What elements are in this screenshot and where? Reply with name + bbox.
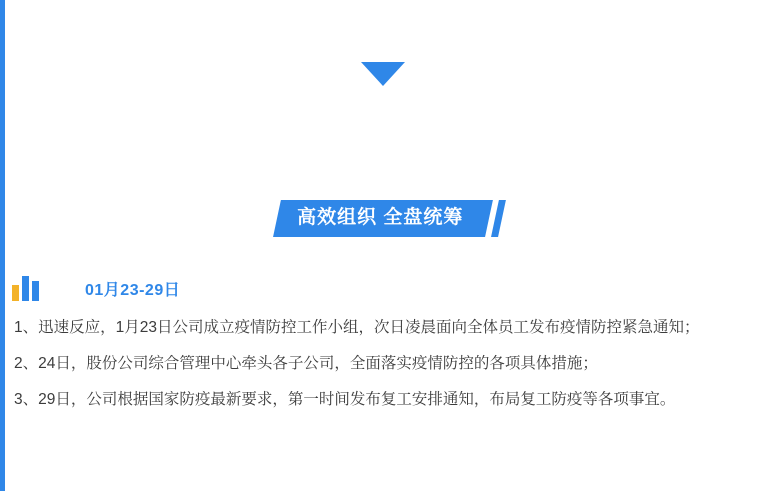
- date-heading-row: [0, 275, 766, 303]
- date-label: 01月23-29日: [85, 282, 181, 299]
- triangle-divider: [0, 62, 766, 86]
- bar-chart-icon: [12, 275, 46, 301]
- paragraph-3: 3、29日，公司根据国家防疫最新要求，第一时间发布复工安排通知，布局复工防疫等各项事宜。: [14, 391, 676, 408]
- bar-chart-bar-3: [32, 281, 39, 301]
- bar-chart-bar-1: [12, 285, 19, 301]
- paragraph-1: 1、迅速反应，1月23日公司成立疫情防控工作小组，次日凌晨面向全体员工发布疫情防控紧急通知；: [14, 319, 700, 336]
- body-copy: [14, 312, 744, 420]
- banner-ribbon: [273, 200, 493, 237]
- paragraph-2: 2、24日，股份公司综合管理中心牵头各子公司，全面落实疫情防控的各项具体措施；: [14, 355, 598, 372]
- bar-chart-bar-2: [22, 276, 29, 301]
- banner-title: 高效组织 全盘统筹: [296, 207, 464, 228]
- triangle-down-icon: [361, 62, 405, 86]
- section-banner: [0, 200, 766, 237]
